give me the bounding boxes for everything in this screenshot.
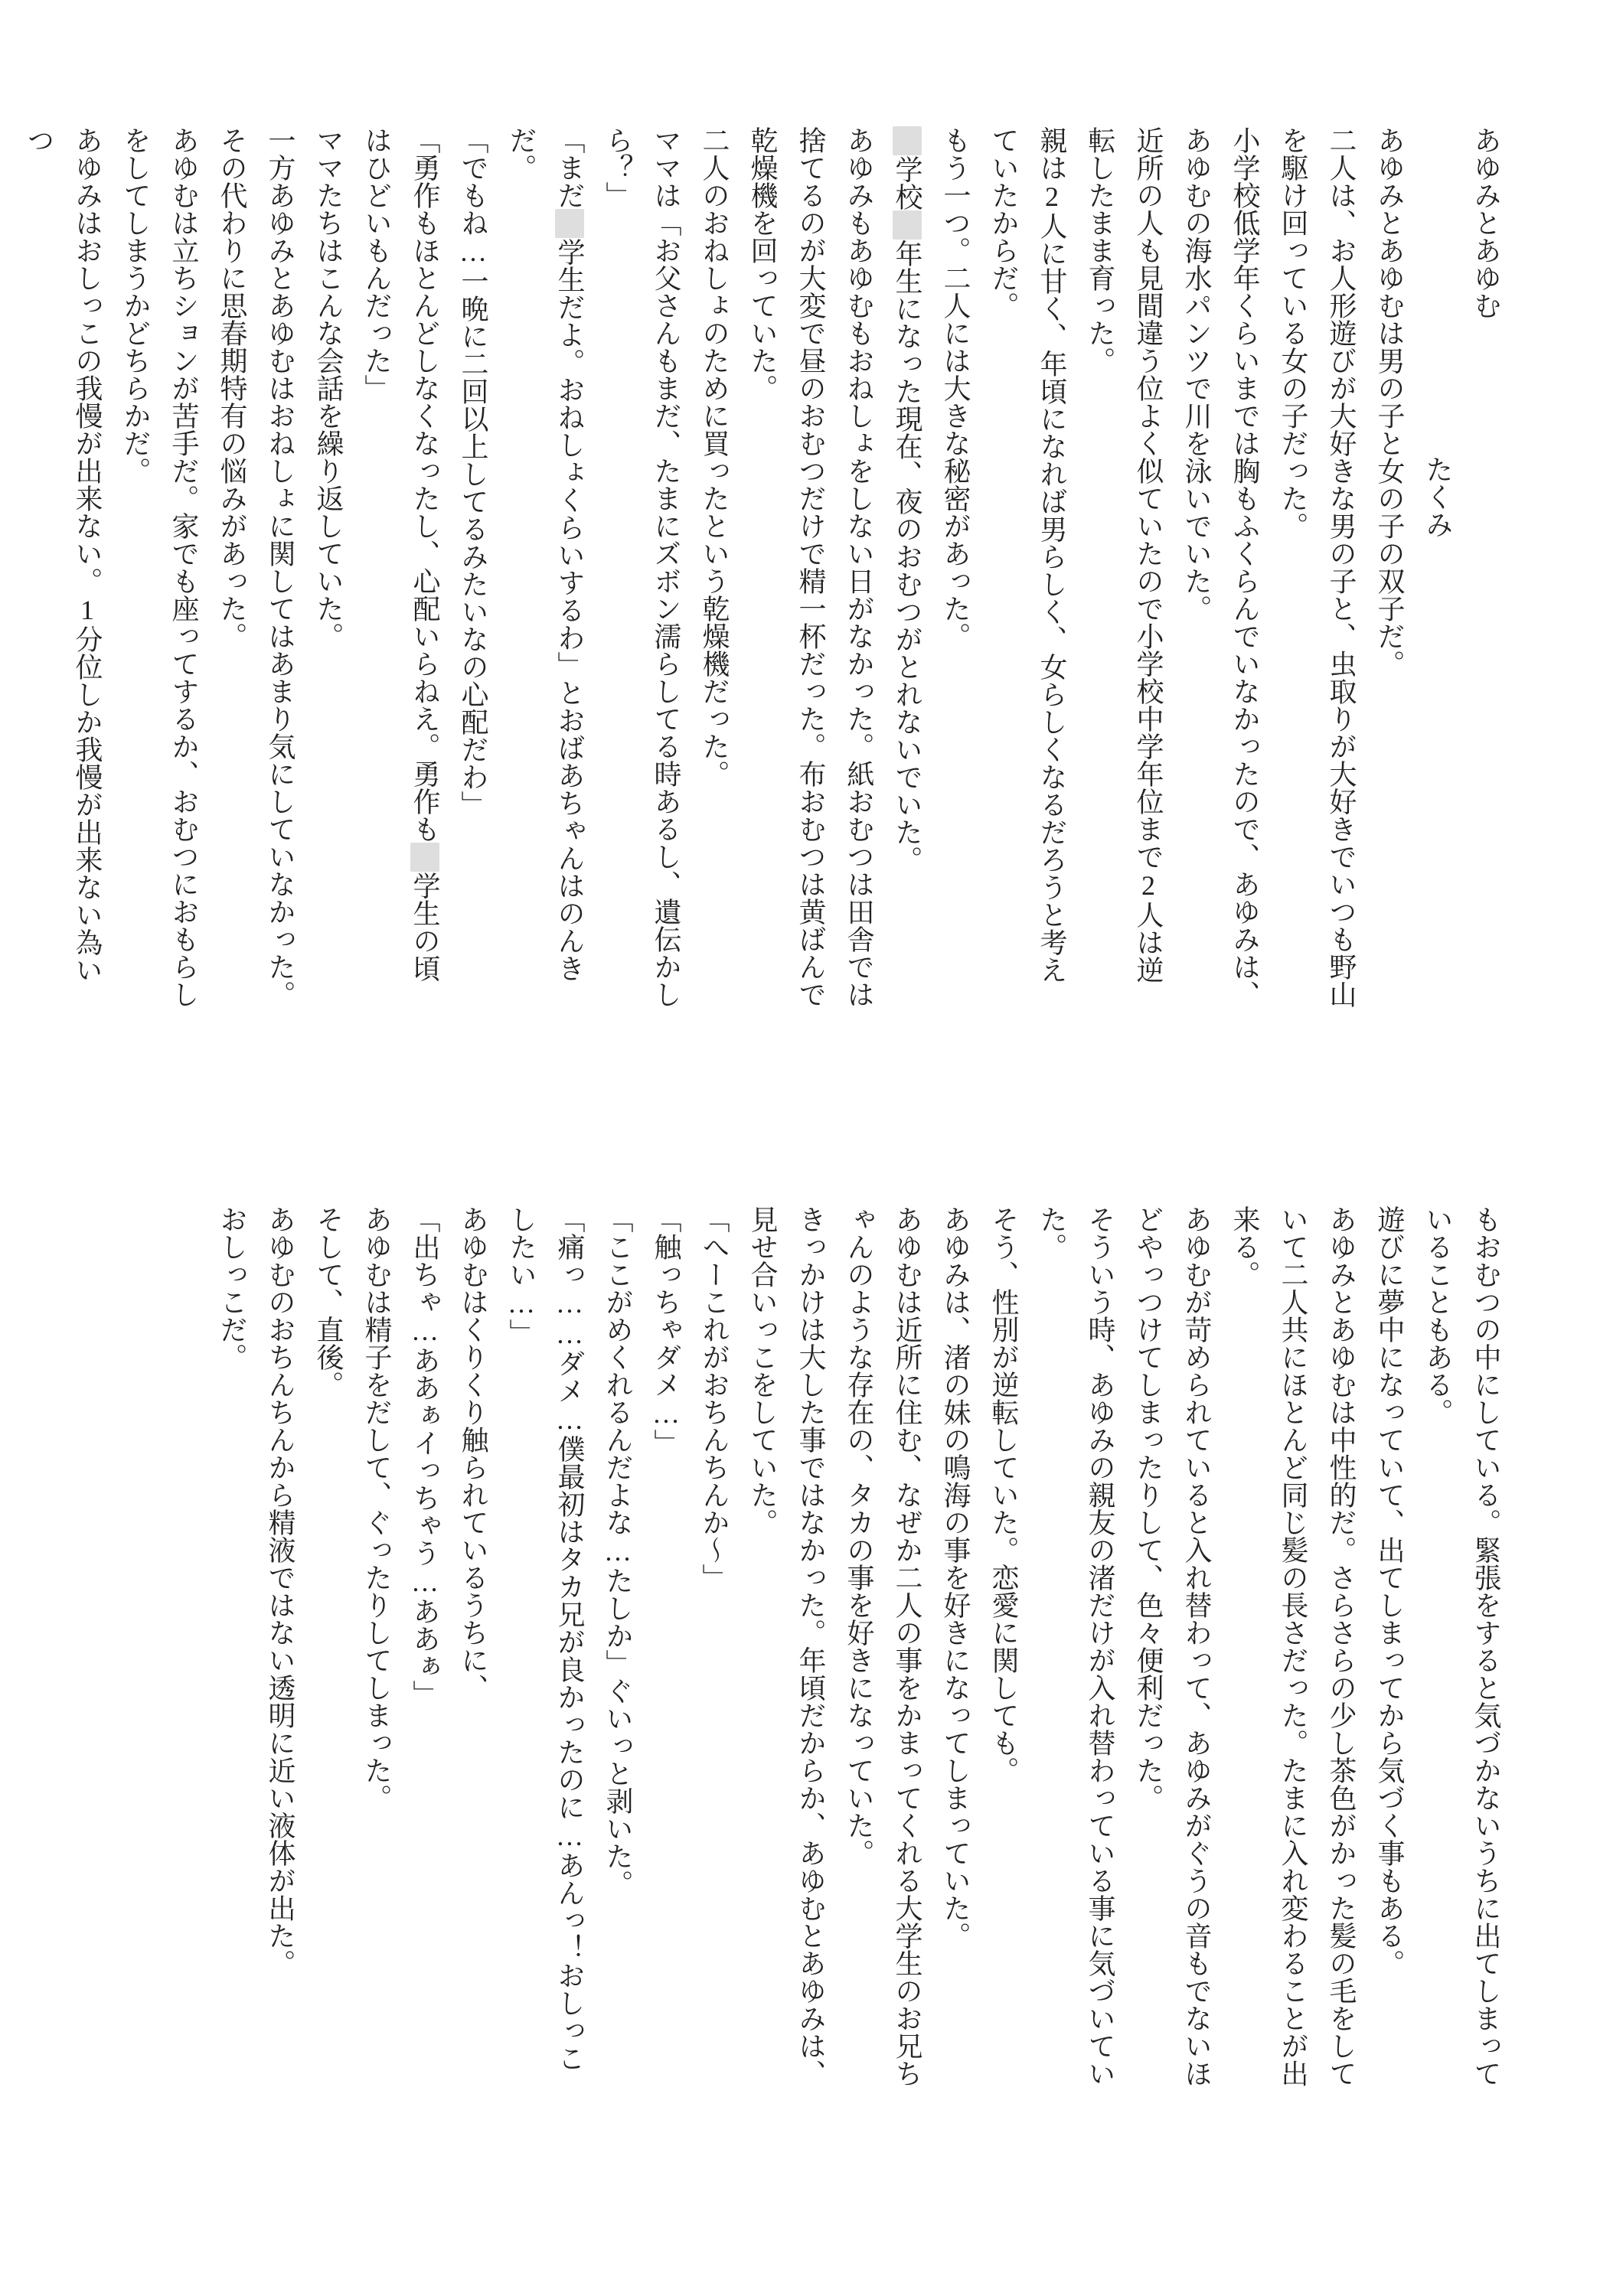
paragraph: あゆみはおしっこの我慢が出来ない。1分位しか我慢が出来ない為いつ	[24, 126, 103, 983]
paragraph: あゆむはくりくり触られているうちに、	[458, 1205, 488, 1701]
paragraph: 小学校低学年くらいまでは胸もふくらんでいなかったので、あゆみは、あゆむの海水パンツで川を泳いでいた。	[1181, 126, 1260, 1008]
paragraph: あゆむのおちんちんから精液ではない透明に近い液体が出た。	[265, 1205, 296, 1977]
paragraph: 二人は、お人形遊びが大好きな男の子と、虫取りが大好きでいつも野山を駆け回っている女の子だった。	[1278, 126, 1357, 1008]
paragraph: そう、性別が逆転していた。恋愛に関しても。	[988, 1205, 1019, 1784]
paragraph: あゆみは、渚の妹の鳴海の事を好きになってしまっていた。	[940, 1205, 971, 1949]
censor-box	[893, 126, 922, 155]
paragraph: 「ここがめくれるんだよな…たしか」ぐいっと剥いた。	[602, 1205, 633, 1897]
paragraph: 遊びに夢中になっていて、出てしまってから気づく事もある。	[1374, 1205, 1405, 1977]
paragraph: おしっこだ。	[217, 1205, 247, 1371]
paragraph: 「まだ学生だよ。おねしょくらいするわ」とおばあちゃんはのんきだ。	[506, 126, 585, 982]
paragraph: 二人のおねしょのために買ったという乾燥機だった。	[699, 126, 730, 788]
paragraph: あゆみとあゆむは中性的だ。さらさらの少し茶色がかった髪の毛をしていて二人共にほとんど同じ髪の長さだった。たまに入れ変わることが出来る。	[1229, 1205, 1357, 2087]
paragraph: 「でもね…一晩に二回以上してるみたいなの心配だわ」	[458, 126, 488, 818]
paragraph: ママたちはこんな会話を繰り返していた。	[313, 126, 344, 650]
paragraph: あゆみとあゆむは男の子と女の子の双子だ。	[1374, 126, 1405, 677]
paragraph: もう一つ。二人には大きな秘密があった。	[940, 126, 971, 650]
author-name: たくみ	[1422, 455, 1453, 538]
censor-box	[893, 210, 922, 240]
text-block-bottom	[207, 1205, 1510, 2087]
paragraph: あゆむが苛められていると入れ替わって、あゆみがぐうの音もでないほどやっつけてしまったりして、色々便利だった。	[1133, 1205, 1212, 2087]
paragraph: 親は2人に甘く、年頃になれば男らしく、女らしくなるだろうと考えていたからだ。	[988, 126, 1067, 983]
paragraph: その代わりに思春期特有の悩みがあった。	[217, 126, 247, 650]
paragraph: そういう時、あゆみの親友の渚だけが入れ替わっている事に気づいていた。	[1037, 1205, 1115, 2087]
bottom-paragraphs	[207, 1205, 1510, 2087]
paragraph: あゆみもあゆむもおねしょをしない日がなかった。紙おむつは田舎では捨てるのが大変で昼のおむつだけで精一杯だった。布おむつは黄ばんで乾燥機を回っていた。	[747, 126, 874, 1008]
paragraph: 一方あゆみとあゆむはおねしょに関してはあまり気にしていなかった。	[265, 126, 296, 1008]
paragraph: ママは「お父さんもまだ、たまにズボン濡らしてる時あるし、遺伝かしら？」	[602, 126, 681, 1008]
paragraph: 「痛っ……ダメ…僕最初はタカ兄が良かったのに…あんっ！おしっこしたい…」	[506, 1205, 585, 2072]
paragraph: 「へーこれがおちんちんか〜」	[699, 1205, 730, 1591]
paragraph: きっかけは大した事ではなかった。年頃だからか、あゆむとあゆみは、見せ合いっこをしていた。	[747, 1205, 826, 2087]
paragraph: あゆむは立ちションが苦手だ。家でも座ってするか、おむつにおもらしをしてしまうかどちらかだ。	[120, 126, 199, 1008]
paragraph: あゆむは精子をだして、ぐったりしてしまった。	[361, 1205, 392, 1812]
paragraph: もおむつの中にしている。緊張をすると気づかないうちに出てしまっていることもある。	[1422, 1205, 1501, 2087]
paragraph: あゆむは近所に住む、なぜか二人の事をかまってくれる大学生のお兄ちゃんのような存在の、タカの事を好きになっていた。	[844, 1205, 922, 2087]
censor-box	[410, 843, 439, 872]
paragraph: 「触っちゃダメ…」	[651, 1205, 681, 1456]
paragraph: そして、直後。	[313, 1205, 344, 1398]
censor-box	[555, 209, 584, 238]
text-block-top	[15, 126, 1510, 1008]
page-title: あゆみとあゆむ	[1471, 126, 1501, 319]
paragraph: 「勇作もほとんどしなくなったし、心配いらねえ。勇作も学生の頃はひどいもんだった」	[361, 126, 440, 982]
paragraph: 近所の人も見間違う位よく似ていたので小学校中学年位まで2人は逆転したまま育った。	[1085, 126, 1164, 983]
top-paragraphs	[15, 126, 1413, 1008]
paragraph: 学校年生になった現在、夜のおむつがとれないでいた。	[883, 126, 931, 1008]
paragraph: 「出ちゃ…ああぁイっちゃう…ああぁ」	[410, 1205, 440, 1707]
